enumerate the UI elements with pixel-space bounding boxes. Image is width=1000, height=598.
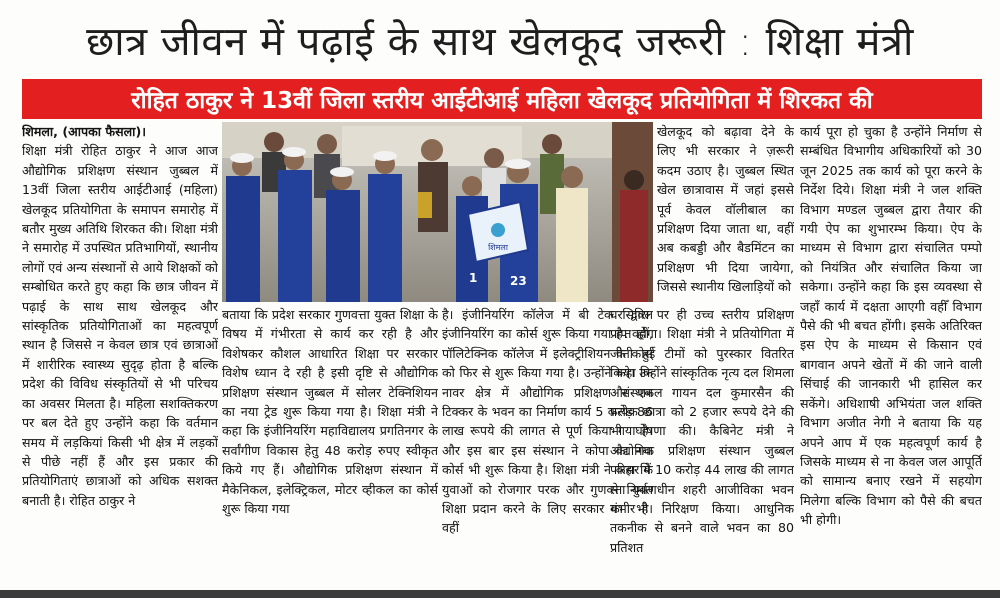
article-column-4-top: [657, 122, 794, 302]
shield-plaque: [468, 202, 528, 262]
shield-text: शिमला: [488, 243, 508, 252]
next-article-strip: [0, 590, 1000, 598]
article-column-2: [222, 305, 438, 596]
article-column-5: [800, 122, 982, 596]
column-3-text: है। इंजीनियरिंग कॉलेज में बी टेक सिविल इंजीनियरिंग का कोर्स शुरू किया गया है। वहीं, पॉलिटेक्निक कॉलेज में इलेक्ट्रीशियन के कोर्स को फिर से शुरू किया गया है। उन्होंने कहा कि नावर क्षेत्र में औद्योगिक प्रशिक्षण संस्थान टिक्कर के भवन का निर्माण कार्य 5 करोड़ 86 लाख रूपये की लागत से पूर्ण किया गया है। और इस बार इस संस्थान ने कोपा का नया कोर्स भी शुरू किया है। शिक्षा मंत्री ने कहा कि युवाओं को रोजगार परक और गुणवत्ता युक्त शिक्षा प्रदान करने के लिए सरकार गंभीर है। वहीं: [442, 307, 653, 536]
column-2-text: बताया कि प्रदेश सरकार गुणवत्ता युक्त शिक्षा के विषय में गंभीरता से कार्य कर रही है और विशेषकर कौशल आधारित शिक्षा पर सरकार विशेष ध्यान दे रही है इसी दृष्टि से औद्योगिक प्रशिक्षण संस्थान जुब्बल में सोलर टेक्निशियन का नया ट्रेड शुरू किया गया है। शिक्षा मंत्री ने कहा कि इंजीनियरिंग महाविद्यालय प्रगतिनगर के सर्वांगीण विकास हेतु 48 करोड़ रुपए स्वीकृत किये गए हैं। औद्योगिक प्रशिक्षण संस्थान में मैकेनिकल, इलेक्ट्रिकल, मोटर व्हीकल का कोर्स शुरू किया गया: [222, 307, 438, 517]
dateline: शिमला, (आपका फैसला)।: [22, 124, 146, 139]
column-4-bottom-text: घर द्वारा पर ही उच्च स्तरीय प्रशिक्षण प्राप्त होगा। शिक्षा मंत्री ने प्रतियोगिता में जीती हुई टीमों को पुरस्कार वितरित किये। उन्होंने सांस्कृतिक नृत्य दल शिमला और एकल गायन दल कुमारसैन की प्रत्येक छात्रा को 2 हजार रूपये देने की भी घोषणा की। कैबिनेट मंत्री ने औद्योगिक प्रशिक्षण संस्थान जुब्बल परिसर में 10 करोड़ 44 लाख की लागत से निर्माणधीन शहरी आजीविका भवन का भी निरिक्षण किया। आधुनिक तकनीक से बनने वाले भवन का 80 प्रतिशत: [610, 307, 794, 555]
jersey-number-1: 1: [469, 271, 478, 285]
article-column-1: [22, 122, 218, 596]
column-1-text: शिक्षा मंत्री रोहित ठाकुर ने आज आज औद्योगिक प्रशिक्षण संस्थान जुब्बल में 13वीं जिला स्तरीय आईटीआई (महिला) खेलकूद प्रतियोगिता के समापन समारोह में बतौर मुख्य अतिथि शिरकत की। शिक्षा मंत्री ने समारोह में उपस्थित प्रतिभागियों, स्थानीय लोगों एवं अन्य संस्थानों से आये शिक्षकों को सम्बोधित करते हुए कहा कि छात्र जीवन में पढ़ाई के साथ साथ खेलकूद और सांस्कृतिक प्रतियोगिताओं का महत्वपूर्ण स्थान है जिससे न केवल छात्र एवं छात्राओं में शारीरिक स्वास्थ्य सुदृढ़ होता है बल्कि प्रदेश की विविध संस्कृतियों से भी परिचय का अवसर मिलता है। महिला सशक्तिकरण पर बल देते हुए उन्होंने कहा कि वर्तमान समय में लड़कियां किसी भी क्षेत्र में लड़कों से पीछे नहीं हैं और इस प्रकार की प्रतियोगिताएं छात्राओं को अधिक सशक्त बनाती है। रोहित ठाकुर ने: [22, 143, 218, 508]
column-5-text: कार्य पूरा हो चुका है उन्होंने निर्माण से सम्बंधित विभागीय अधिकारियों को 30 जून 2025 तक कार्य को पूरा करने के निर्देश दिये। शिक्षा मंत्री ने जल शक्ति विभाग मण्डल जुब्बल द्वारा तैयार की गयी ऐप का शुभारम्भ किया। ऐप के माध्यम से विभाग द्वारा संचालित पम्पो को नियंत्रित और संचालित किया जा सकेगा। उन्होंने कहा कि इस व्यवस्था से जहाँ कार्य में दक्षता आएगी वहीँ विभाग पैसे की भी बचत होंगी। इसके अतिरिक्त इस ऐप के माध्यम से किसान एवं बागवान अपने खेतों में की जाने वाली सिंचाई की जानकारी भी हासिल कर सकेंगे। अधिशाषी अभियंता जल शक्ति विभाग अजीत नेगी ने बताया कि यह अपने आप में एक महत्वपूर्ण कार्य है जिसके माध्यम से ना केवल जल आपूर्ति को सामान्य बनाए रखने में सहयोग मिलेगा बल्कि विभाग को पैसे की बचत भी होगी।: [800, 124, 982, 528]
column-4-top-text: खेलकूद को बढ़ावा देने के लिए भी सरकार ने ज़रूरी कदम उठाए है। जुब्बल स्थित खेल छात्रावास में जहां इससे पूर्व केवल वॉलीबाल का प्रशिक्षण दिया जाता था, वहीं अब कबड्डी और बैडमिंटन का प्रशिक्षण भी दिया जायेगा, जिससे स्थानीय खिलाड़ियों को: [657, 124, 794, 295]
news-photo: [222, 122, 653, 302]
group-photo-illustration: [222, 122, 653, 302]
headline: छात्र जीवन में पढ़ाई के साथ खेलकूद जरूरी : शिक्षा मंत्री: [86, 18, 914, 65]
jersey-number-2: 23: [510, 274, 527, 288]
article-column-4-bottom: [610, 305, 794, 596]
subheadline: रोहित ठाकुर ने 13वीं जिला स्तरीय आईटीआई महिला खेलकूद प्रतियोगिता में शिरकत की: [22, 79, 982, 119]
